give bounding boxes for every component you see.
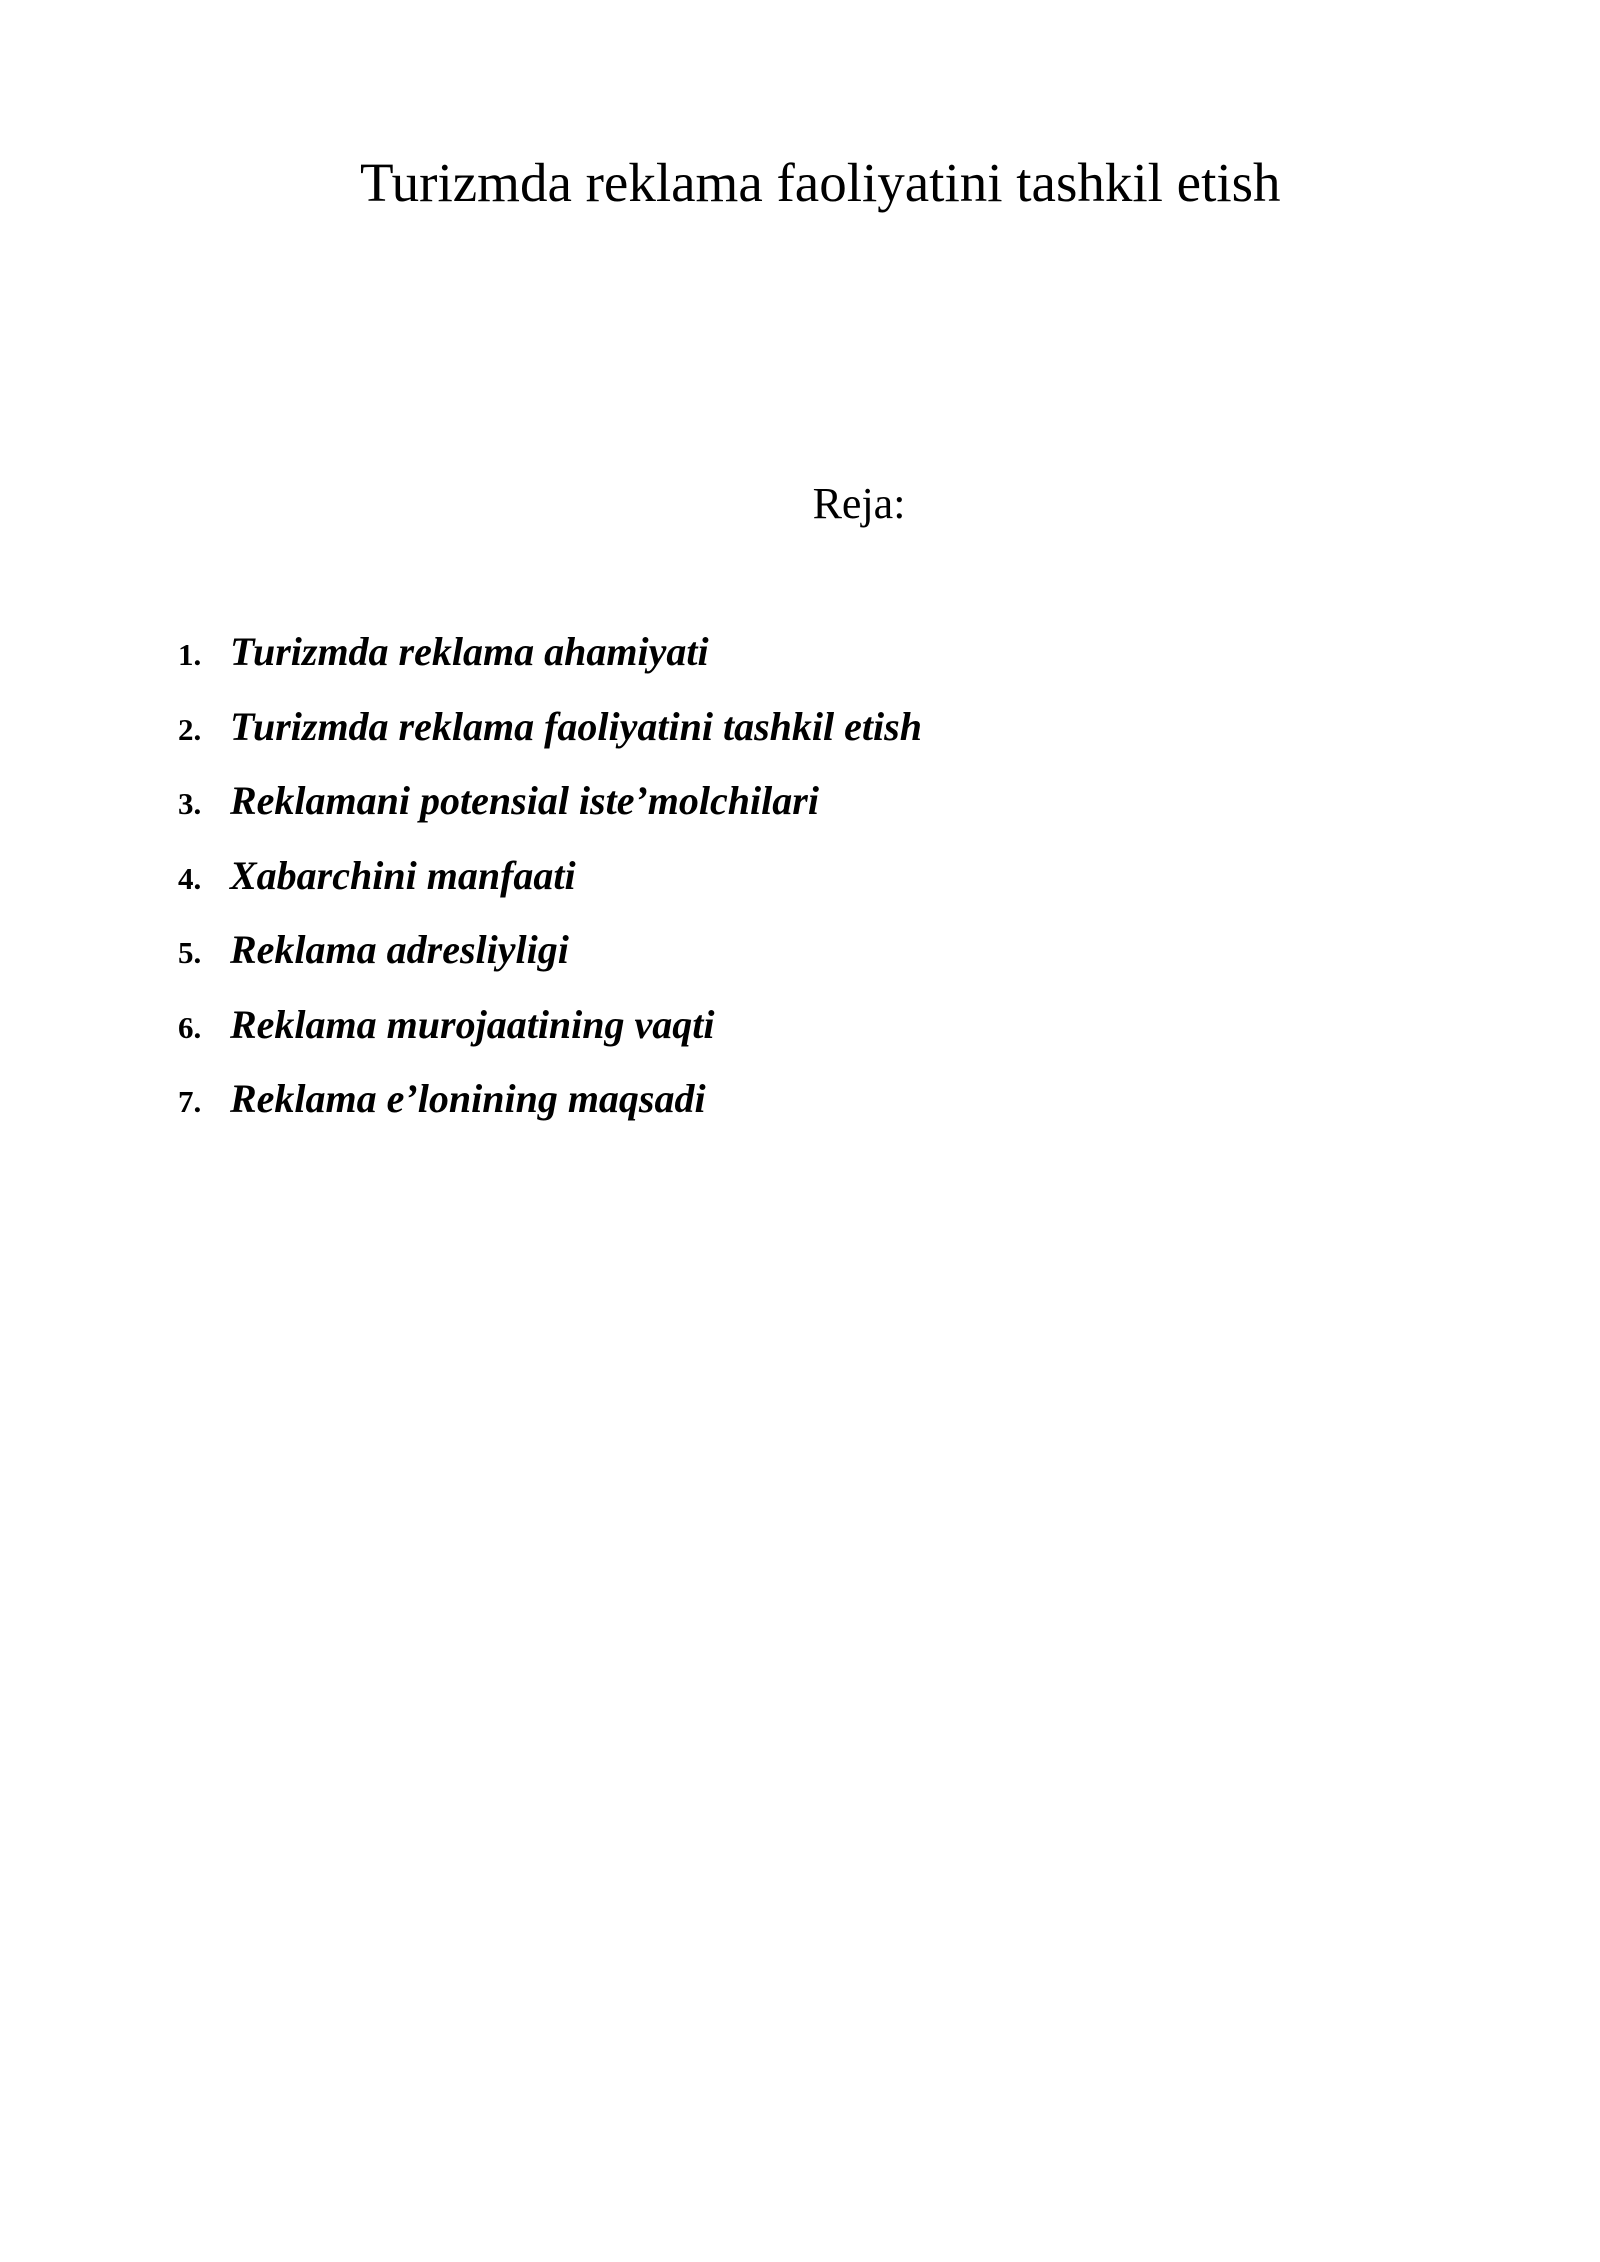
plan-item-number: 4. xyxy=(178,860,202,896)
plan-item-text: Turizmda reklama ahamiyati xyxy=(230,629,709,674)
plan-item-number: 6. xyxy=(178,1009,202,1045)
plan-item xyxy=(178,1001,922,1076)
plan-item-number: 3. xyxy=(178,786,202,821)
plan-item-text: Xabarchini manfaati xyxy=(230,852,576,898)
plan-item-number: 2. xyxy=(178,711,202,747)
plan-item xyxy=(178,1075,922,1150)
plan-item-number: 7. xyxy=(178,1084,202,1119)
plan-heading: Reja: xyxy=(812,479,906,528)
plan-item-text: Turizmda reklama faoliyatini tashkil etish xyxy=(230,703,922,749)
plan-item xyxy=(178,628,922,703)
plan-item-number: 5. xyxy=(178,935,202,970)
document-title: Turizmda reklama faoliyatini tashkil etish xyxy=(360,152,1281,213)
plan-item xyxy=(178,777,922,852)
plan-item-text: Reklamani potensial iste’molchilari xyxy=(230,778,819,823)
plan-list xyxy=(178,628,922,1150)
plan-item-text: Reklama e’lonining maqsadi xyxy=(230,1076,706,1121)
plan-item-number: 1. xyxy=(178,637,202,672)
plan-item xyxy=(178,852,922,927)
plan-item xyxy=(178,926,922,1001)
plan-item-text: Reklama murojaatining vaqti xyxy=(230,1001,715,1047)
plan-item-text: Reklama adresliyligi xyxy=(230,927,569,972)
plan-item xyxy=(178,703,922,778)
